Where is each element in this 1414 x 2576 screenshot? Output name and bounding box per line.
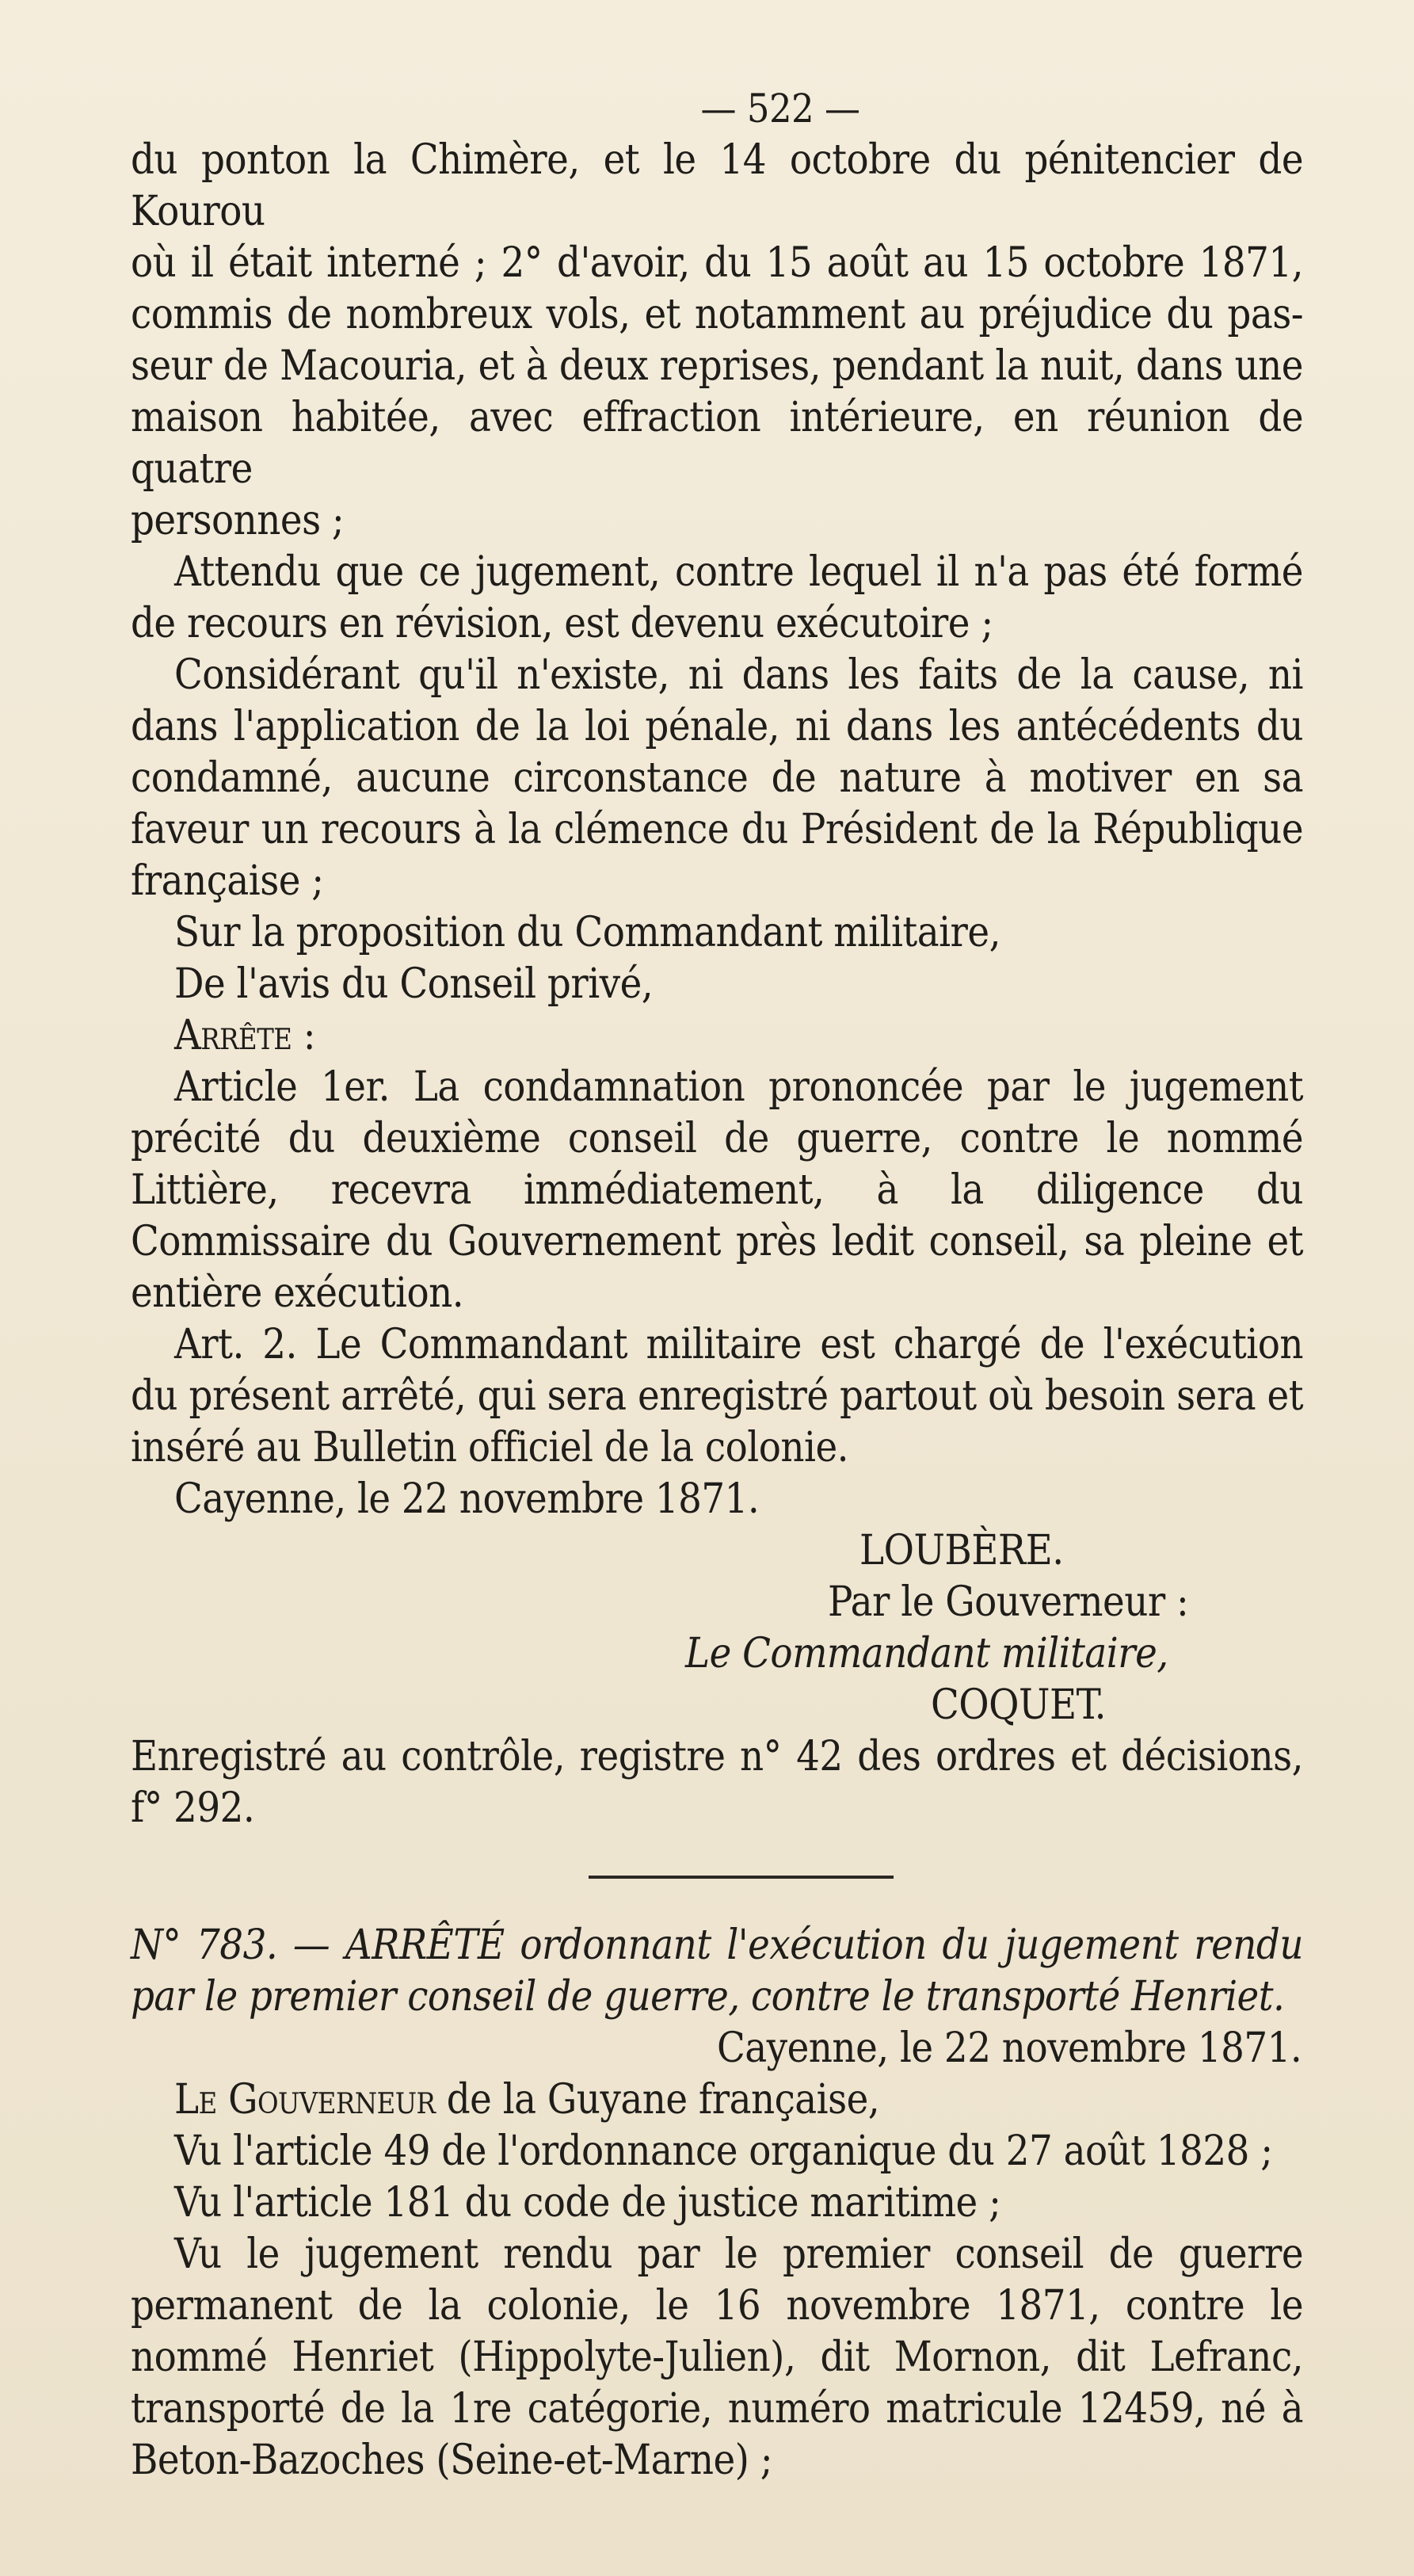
avis-line: De l'avis du Conseil privé, <box>174 960 654 1008</box>
enregistrement-note: Enregistré au contrôle, registre n° 42 des ordres et décisions, f° 292. <box>131 1733 1303 1832</box>
decree-heading: N° 783. — ARRÊTÉ ordonnant l'exécution du jugement rendu par le premier conseil de guerre, contre le transporté Henriet. <box>131 1922 1303 2021</box>
decree-place-date: Cayenne, le 22 novembre 1871. <box>717 2025 1302 2072</box>
page-text <box>131 83 1303 2486</box>
gouverneur-line <box>131 2074 1303 2126</box>
vu-line-1: Vu l'article 49 de l'ordonnance organique du 27 août 1828 ; <box>174 2128 1273 2175</box>
text-line: où il était interné ; 2° d'avoir, du 15 août au 15 octobre 1871, <box>131 239 1303 287</box>
par-le-gouverneur: Par le Gouverneur : <box>828 1578 1189 1626</box>
text-line: commis de nombreux vols, et notamment au préjudice du pas- <box>131 291 1303 338</box>
continued-paragraph <box>131 135 1303 547</box>
attendu-paragraph: Attendu que ce jugement, contre lequel il n'a pas été formé de recours en révision, est devenu exécutoire ; <box>131 548 1303 647</box>
gouverneur-rest: de la Guyane française, <box>446 2076 880 2124</box>
text-line: seur de Macouria, et à deux reprises, pendant la nuit, dans une <box>131 342 1303 390</box>
section-divider <box>589 1876 894 1879</box>
article-1-text: La condamnation prononcée par le jugement précité du deuxième conseil de guerre, contre le nommé Littière, recevra immédiatement, à la diligence du Commissaire du Gouvernement près ledit conseil, sa pleine et entière exécution. <box>131 1063 1303 1317</box>
proposition-line: Sur la proposition du Commandant militaire, <box>174 909 1000 956</box>
article-1 <box>131 1062 1303 1319</box>
commandant-role: Le Commandant militaire, <box>685 1630 1168 1677</box>
considerant-paragraph: Considérant qu'il n'existe, ni dans les faits de la cause, ni dans l'application de la loi pénale, ni dans les antécédents du condamné, aucune circonstance de nature à motiver en sa faveur un recours à la clémence du Président de la République française ; <box>131 651 1303 905</box>
cosignature: COQUET. <box>931 1681 1107 1729</box>
vu-paragraph-3: Vu le jugement rendu par le premier conseil de guerre permanent de la colonie, le 16 novembre 1871, contre le nommé Henriet (Hippolyte-Julien), dit Mornon, dit Lefranc, transporté de la 1re catégorie, numéro matricule 12459, né à Beton-Bazoches (Seine-et-Marne) ; <box>131 2231 1303 2484</box>
text-line: personnes ; <box>131 497 345 544</box>
place-date: Cayenne, le 22 novembre 1871. <box>174 1475 760 1523</box>
page-number: — 522 — <box>700 86 860 132</box>
gouverneur-label: Le Gouverneur <box>174 2076 436 2124</box>
text-line: du ponton la Chimère, et le 14 octobre du pénitencier de Kourou <box>131 136 1303 235</box>
signature: LOUBÈRE. <box>859 1527 1064 1574</box>
arrete-line: Arrête : <box>174 1012 316 1059</box>
article-2: Art. 2. Le Commandant militaire est chargé de l'exécution du présent arrêté, qui sera enregistré partout où besoin sera et inséré au Bulletin officiel de la colonie. <box>131 1321 1303 1471</box>
text-line: maison habitée, avec effraction intérieure, en réunion de quatre <box>131 394 1303 493</box>
vu-line-2: Vu l'article 181 du code de justice maritime ; <box>174 2179 1001 2227</box>
article-1-label: Article 1er. <box>174 1063 390 1111</box>
